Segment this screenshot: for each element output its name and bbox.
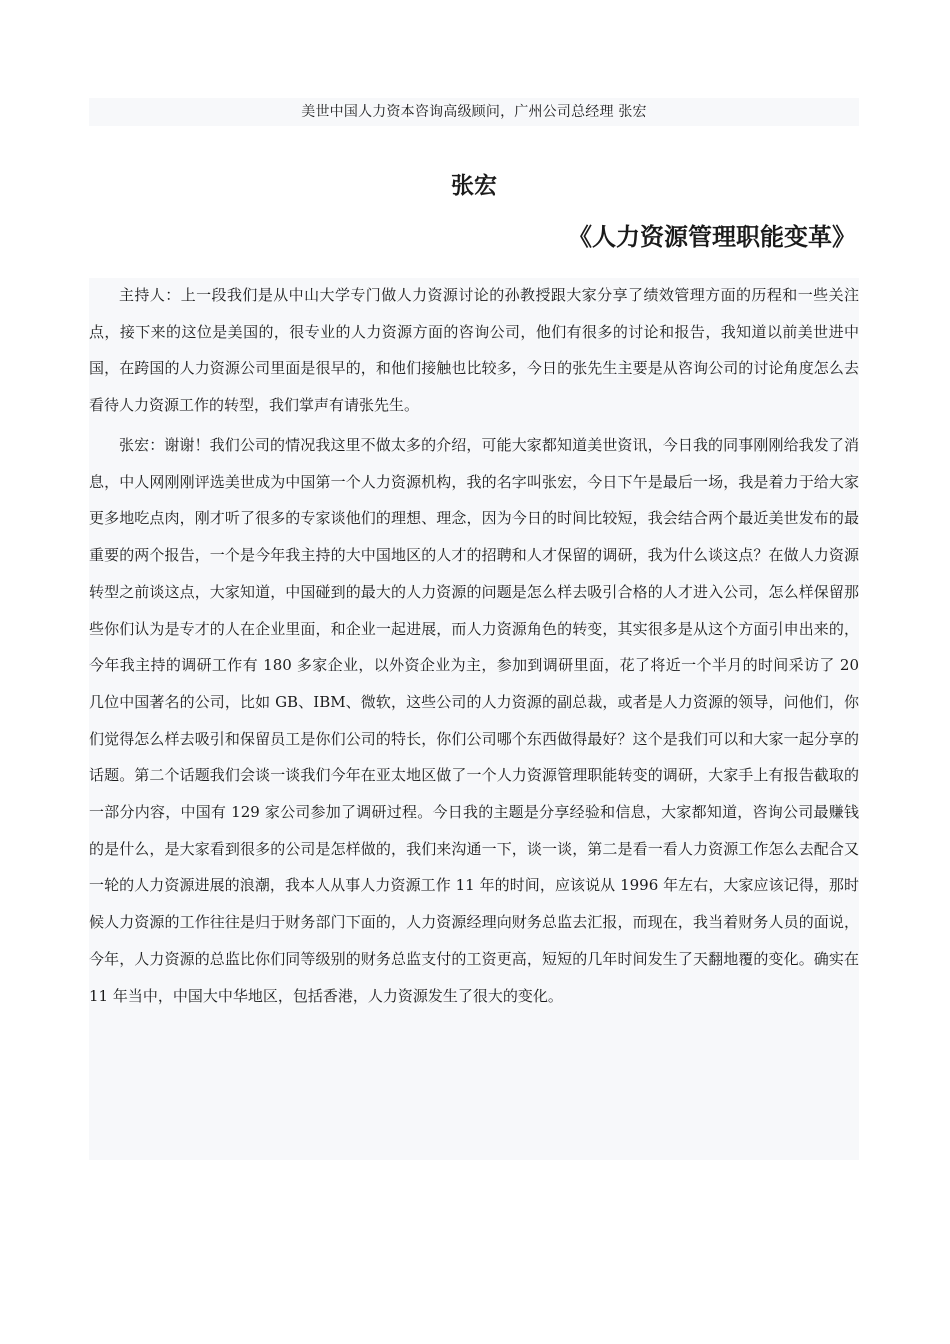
page-header: 美世中国人力资本咨询高级顾问，广州公司总经理 张宏 [89, 98, 859, 126]
talk-title-heading: 《人力资源管理职能变革》 [568, 223, 856, 251]
speaker-name-heading: 张宏 [451, 173, 497, 199]
speaker-speech-paragraph: 张宏：谢谢！我们公司的情况我这里不做太多的介绍，可能大家都知道美世资讯，今日我的同事刚刚给我发了消息，中人网刚刚评选美世成为中国第一个人力资源机构，我的名字叫张宏，今日下午是最后一场，我是着力于给大家更多地吃点肉，刚才听了很多的专家谈他们的理想、理念，因为今日的时间比较短，我会结合两个最近美世发布的最重要的两个报告，一个是今年我主持的大中国地区的人才的招聘和人才保留的调研，我为什么谈这点？在做人力资源转型之前谈这点，大家知道，中国碰到的最大的人力资源的问题是怎么样去吸引合格的人才进入公司，怎么样保留那些你们认为是专才的人在企业里面，和企业一起进展，而人力资源角色的转变，其实很多是从这个方面引申出来的，今年我主持的调研工作有 180 多家企业，以外资企业为主，参加到调研里面，花了将近一个半月的时间采访了 20 几位中国著名的公司，比如 GB、IBM、微软，这些公司的人力资源的副总裁，或者是人力资源的领导，问他们，你们觉得怎么样去吸引和保留员工是你们公司的特长，你们公司哪个东西做得最好？这个是我们可以和大家一起分享的话题。第二个话题我们会谈一谈我们今年在亚太地区做了一个人力资源管理职能转变的调研，大家手上有报告截取的一部分内容，中国有 129 家公司参加了调研过程。今日我的主题是分享经验和信息，大家都知道，咨询公司最赚钱的是什么，是大家看到很多的公司是怎样做的，我们来沟通一下，谈一谈，第二是看一看人力资源工作怎么去配合又一轮的人力资源进展的浪潮，我本人从事人力资源工作 11 年的时间，应该说从 1996 年左右，大家应该记得，那时候人力资源的工作往往是归于财务部门下面的，人力资源经理向财务总监去汇报，而现在，我当着财务人员的面说，今年，人力资源的总监比你们同等级别的财务总监支付的工资更高，短短的几年时间发生了天翻地覆的变化。确实在 11 年当中，中国大中华地区，包括香港，人力资源发生了很大的变化。 [89, 436, 859, 1005]
host-introduction-paragraph: 主持人：上一段我们是从中山大学专门做人力资源讨论的孙教授跟大家分享了绩效管理方面的历程和一些关注点，接下来的这位是美国的，很专业的人力资源方面的咨询公司，他们有很多的讨论和报告，我知道以前美世进中国，在跨国的人力资源公司里面是很早的，和他们接触也比较多，今日的张先生主要是从咨询公司的讨论角度怎么去看待人力资源工作的转型，我们掌声有请张先生。 [89, 286, 859, 415]
